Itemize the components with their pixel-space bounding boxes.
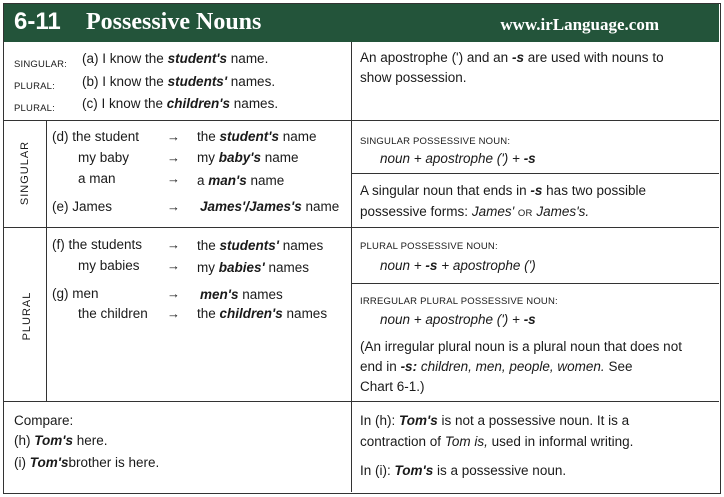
chart-number: 6-11 (14, 8, 61, 35)
singular-possessive-formula: noun + apostrophe (') + -s (380, 151, 536, 166)
example-g1-left: (g) men (52, 286, 99, 301)
irregular-plural-note-line2: end in -s: children, men, people, women. See (360, 359, 633, 374)
arrow-icon: → (167, 258, 180, 273)
example-i: (i) Tom'sbrother is here. (14, 455, 160, 470)
label-singular: SINGULAR: (14, 59, 68, 70)
singular-ending-s-note: A singular noun that ends in -s has two possible (360, 183, 646, 198)
site-watermark: www.irLanguage.com (500, 15, 659, 34)
side-label-singular: SINGULAR (19, 140, 31, 206)
divider (351, 42, 352, 492)
explanation-possession-line2: show possession. (360, 70, 467, 85)
example-e-right: James'/James's name (200, 199, 340, 214)
compare-label: Compare: (14, 413, 74, 428)
divider (351, 283, 719, 284)
example-d1-left: (d) the student (52, 129, 140, 144)
divider (46, 120, 47, 401)
example-d1-right: the student's name (197, 129, 317, 144)
chart-header (4, 4, 719, 42)
arrow-icon: → (167, 306, 180, 321)
arrow-icon: → (167, 171, 180, 186)
plural-possessive-formula: noun + -s + apostrophe (') (380, 258, 536, 273)
side-label-plural: PLURAL (21, 291, 33, 341)
example-c: (c) I know the children's names. (82, 96, 279, 111)
plural-possessive-heading: PLURAL POSSESSIVE NOUN: (360, 241, 498, 252)
example-g2-left: the children (78, 306, 148, 321)
arrow-icon: → (167, 199, 180, 214)
example-b: (b) I know the students' names. (82, 74, 276, 89)
arrow-icon: → (167, 286, 180, 301)
arrow-icon: → (167, 150, 180, 165)
example-f2-left: my babies (78, 258, 140, 273)
example-g1-right: men's names (200, 287, 283, 302)
divider (351, 173, 719, 174)
example-e-left: (e) James (52, 199, 113, 214)
example-h: (h) Tom's here. (14, 433, 108, 448)
irregular-plural-note-line3: Chart 6-1.) (360, 379, 425, 394)
example-d3-right: a man's name (197, 173, 285, 188)
irregular-plural-heading: IRREGULAR PLURAL POSSESSIVE NOUN: (360, 296, 558, 307)
irregular-plural-formula: noun + apostrophe (') + -s (380, 312, 536, 327)
example-f1-right: the students' names (197, 238, 324, 253)
divider (4, 401, 719, 402)
example-a: (a) I know the student's name. (82, 51, 269, 66)
singular-ending-s-note-line2: possessive forms: James' OR James's. (360, 204, 590, 219)
singular-possessive-heading: SINGULAR POSSESSIVE NOUN: (360, 136, 511, 147)
compare-note-h: In (h): Tom's is not a possessive noun. It is a (360, 413, 630, 428)
divider (4, 227, 719, 228)
divider (4, 120, 719, 121)
chart-title: Possessive Nouns (86, 9, 262, 35)
example-d3-left: a man (78, 171, 116, 186)
example-d2-right: my baby's name (197, 150, 299, 165)
arrow-icon: → (167, 129, 180, 144)
example-g2-right: the children's names (197, 306, 328, 321)
irregular-plural-note: (An irregular plural noun is a plural noun that does not (360, 339, 682, 354)
label-plural: PLURAL: (14, 81, 56, 92)
example-d2-left: my baby (78, 150, 130, 165)
compare-note-i: In (i): Tom's is a possessive noun. (360, 463, 567, 478)
label-plural: PLURAL: (14, 103, 56, 114)
example-f1-left: (f) the students (52, 237, 143, 252)
explanation-possession: An apostrophe (') and an -s are used with nouns to (360, 50, 664, 65)
example-f2-right: my babies' names (197, 260, 310, 275)
compare-note-h-line2: contraction of Tom is, used in informal writing. (360, 434, 634, 449)
arrow-icon: → (167, 237, 180, 252)
grammar-chart (3, 3, 721, 494)
